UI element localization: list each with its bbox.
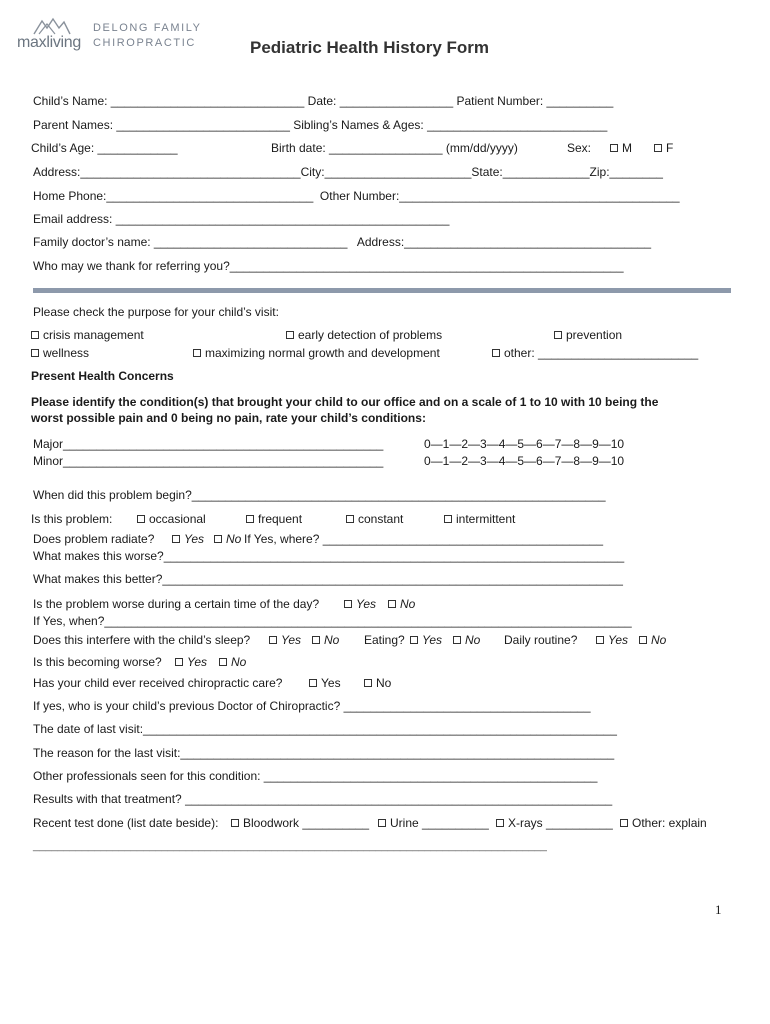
daily-yes-label: Yes [608, 633, 629, 647]
checkbox-icon[interactable] [175, 658, 183, 666]
purpose-early[interactable] [286, 328, 442, 342]
worse-time-question: Is the problem worse during a certain time of the day? [33, 597, 320, 611]
becoming-worse-question: Is this becoming worse? [33, 655, 162, 669]
previous-doctor-field[interactable]: If yes, who is your child’s previous Doctor of Chiropractic? _____________________________________ [33, 699, 591, 713]
daily-yes[interactable] [596, 633, 628, 647]
test-bloodwork-label: Bloodwork __________ [243, 816, 370, 830]
section-divider [33, 288, 731, 293]
sex-m-label: M [622, 141, 632, 155]
form-title: Pediatric Health History Form [250, 38, 490, 57]
checkbox-icon[interactable] [214, 535, 222, 543]
treatment-results-field[interactable]: Results with that treatment? ________________________________________________________________ [33, 792, 613, 806]
checkbox-icon[interactable] [312, 636, 320, 644]
option-occasional-label: occasional [149, 512, 206, 526]
chiro-care-no-label: No [376, 676, 392, 690]
checkbox-icon[interactable] [364, 679, 372, 687]
page-number: 1 [715, 902, 722, 917]
worse-time-yes[interactable] [344, 597, 376, 611]
checkbox-icon[interactable] [639, 636, 647, 644]
other-professionals-field[interactable]: Other professionals seen for this condition: __________________________________________________ [33, 769, 598, 783]
checkbox-icon[interactable] [388, 600, 396, 608]
worse-when-field[interactable]: If Yes, when?_______________________________________________________________________________ [33, 614, 632, 628]
checkbox-icon[interactable] [444, 515, 452, 523]
checkbox-icon[interactable] [193, 349, 201, 357]
sleep-yes-label: Yes [281, 633, 302, 647]
major-pain-scale[interactable]: 0—1—2—3—4—5—6—7—8—9—10 [424, 437, 625, 451]
worse-time-no[interactable] [388, 597, 415, 611]
eating-no[interactable] [453, 633, 480, 647]
daily-routine-question: Daily routine? [504, 633, 578, 647]
purpose-wellness[interactable] [31, 346, 89, 360]
becoming-worse-yes-label: Yes [187, 655, 208, 669]
checkbox-icon[interactable] [596, 636, 604, 644]
checkbox-icon[interactable] [346, 515, 354, 523]
practice-name-line1: DELONG FAMILY [93, 22, 202, 34]
radiate-no-label: No [226, 532, 242, 546]
purpose-other-label: other: ________________________ [504, 346, 699, 360]
checkbox-icon[interactable] [554, 331, 562, 339]
address-field[interactable]: Address:_________________________________City:______________________State:_____________Zip:________ [33, 165, 663, 179]
minor-condition-field[interactable]: Minor________________________________________________ [33, 454, 384, 468]
radiate-where-field[interactable]: If Yes, where? __________________________________________ [244, 532, 604, 546]
makes-worse-field[interactable]: What makes this worse?_____________________________________________________________________ [33, 549, 625, 563]
sleep-yes[interactable] [269, 633, 301, 647]
test-urine-label: Urine __________ [390, 816, 489, 830]
sex-m-option[interactable] [610, 141, 632, 155]
sleep-question: Does this interfere with the child’s sleep? [33, 633, 251, 647]
makes-better-field[interactable]: What makes this better?_____________________________________________________________________ [33, 572, 623, 586]
option-frequent[interactable] [246, 512, 302, 526]
mountain-logo-icon [33, 17, 71, 35]
checkbox-icon[interactable] [496, 819, 504, 827]
becoming-worse-yes[interactable] [175, 655, 207, 669]
checkbox-icon[interactable] [620, 819, 628, 827]
childs-name-field[interactable]: Child’s Name: _____________________________ Date: _________________ Patient Number: __________ [33, 94, 614, 108]
worse-time-yes-label: Yes [356, 597, 377, 611]
checkbox-icon[interactable] [219, 658, 227, 666]
chiro-care-yes-label: Yes [321, 676, 341, 690]
concerns-instruction-line1: Please identify the condition(s) that brought your child to our office and on a scale of 1 to 10 with 10 being the [31, 395, 659, 409]
purpose-early-label: early detection of problems [298, 328, 443, 342]
radiate-yes[interactable] [172, 532, 204, 546]
checkbox-icon[interactable] [654, 144, 662, 152]
checkbox-icon[interactable] [31, 349, 39, 357]
sleep-no[interactable] [312, 633, 339, 647]
becoming-worse-no-label: No [231, 655, 247, 669]
checkbox-icon[interactable] [309, 679, 317, 687]
test-other-label: Other: explain [632, 816, 707, 830]
test-other[interactable] [620, 816, 707, 830]
sex-label: Sex: [567, 141, 592, 155]
radiate-no[interactable] [214, 532, 241, 546]
sex-f-label: F [666, 141, 674, 155]
referral-field[interactable]: Who may we thank for referring you?___________________________________________________________ [33, 259, 624, 273]
checkbox-icon[interactable] [172, 535, 180, 543]
purpose-prevention-label: prevention [566, 328, 623, 342]
checkbox-icon[interactable] [610, 144, 618, 152]
major-condition-field[interactable]: Major________________________________________________ [33, 437, 384, 451]
last-visit-date-field[interactable]: The date of last visit:_______________________________________________________________________ [33, 722, 617, 736]
test-xrays[interactable] [496, 816, 613, 830]
family-doctor-field[interactable]: Family doctor’s name: _____________________________ Address:_____________________________________ [33, 235, 652, 249]
chiro-care-question: Has your child ever received chiropractic care? [33, 676, 283, 690]
option-intermittent-label: intermittent [456, 512, 516, 526]
checkbox-icon[interactable] [453, 636, 461, 644]
chiro-care-yes[interactable] [309, 676, 341, 690]
purpose-other[interactable] [492, 346, 698, 360]
email-field[interactable]: Email address: __________________________________________________ [33, 212, 450, 226]
checkbox-icon[interactable] [31, 331, 39, 339]
checkbox-icon[interactable] [410, 636, 418, 644]
daily-no[interactable] [639, 633, 666, 647]
checkbox-icon[interactable] [231, 819, 239, 827]
daily-no-label: No [651, 633, 667, 647]
eating-no-label: No [465, 633, 481, 647]
checkbox-icon[interactable] [269, 636, 277, 644]
checkbox-icon[interactable] [492, 349, 500, 357]
concerns-heading: Present Health Concerns [31, 369, 174, 383]
purpose-prompt: Please check the purpose for your child’s visit: [33, 305, 279, 319]
eating-yes[interactable] [410, 633, 442, 647]
eating-yes-label: Yes [422, 633, 443, 647]
eating-question: Eating? [364, 633, 405, 647]
option-constant-label: constant [358, 512, 404, 526]
purpose-crisis[interactable] [31, 328, 144, 342]
radiate-question: Does problem radiate? [33, 532, 155, 546]
purpose-growth[interactable] [193, 346, 440, 360]
concerns-instruction-line2: worst possible pain and 0 being no pain, rate your child’s conditions: [31, 411, 426, 425]
home-phone-field[interactable]: Home Phone:_______________________________ Other Number:__________________________________________ [33, 189, 680, 203]
practice-name-line2: CHIROPRACTIC [93, 37, 196, 49]
test-urine[interactable] [378, 816, 489, 830]
purpose-wellness-label: wellness [43, 346, 90, 360]
childs-age-field[interactable]: Child’s Age: ____________ [31, 141, 178, 155]
purpose-crisis-label: crisis management [43, 328, 144, 342]
test-xrays-label: X-rays __________ [508, 816, 613, 830]
radiate-yes-label: Yes [184, 532, 205, 546]
problem-begin-field[interactable]: When did this problem begin?______________________________________________________________ [33, 488, 606, 502]
checkbox-icon[interactable] [137, 515, 145, 523]
birth-date-field[interactable]: Birth date: _________________ (mm/dd/yyyy) [271, 141, 518, 155]
minor-pain-scale[interactable]: 0—1—2—3—4—5—6—7—8—9—10 [424, 454, 625, 468]
logo-text: maxliving [17, 34, 81, 51]
explain-field[interactable]: ____________________________________________________________________________________ [33, 840, 547, 852]
checkbox-icon[interactable] [246, 515, 254, 523]
recent-test-label: Recent test done (list date beside): [33, 816, 219, 830]
problem-type-label: Is this problem: [31, 512, 113, 526]
last-visit-reason-field[interactable]: The reason for the last visit:_________________________________________________________________ [33, 746, 615, 760]
checkbox-icon[interactable] [344, 600, 352, 608]
test-bloodwork[interactable] [231, 816, 369, 830]
option-frequent-label: frequent [258, 512, 303, 526]
option-constant[interactable] [346, 512, 403, 526]
sex-f-option[interactable] [654, 141, 673, 155]
chiro-care-no[interactable] [364, 676, 391, 690]
parent-names-field[interactable]: Parent Names: __________________________ Sibling’s Names & Ages: ___________________________ [33, 118, 608, 132]
worse-time-no-label: No [400, 597, 416, 611]
checkbox-icon[interactable] [378, 819, 386, 827]
checkbox-icon[interactable] [286, 331, 294, 339]
option-intermittent[interactable] [444, 512, 515, 526]
becoming-worse-no[interactable] [219, 655, 246, 669]
sleep-no-label: No [324, 633, 340, 647]
purpose-prevention[interactable] [554, 328, 622, 342]
purpose-growth-label: maximizing normal growth and development [205, 346, 440, 360]
option-occasional[interactable] [137, 512, 206, 526]
